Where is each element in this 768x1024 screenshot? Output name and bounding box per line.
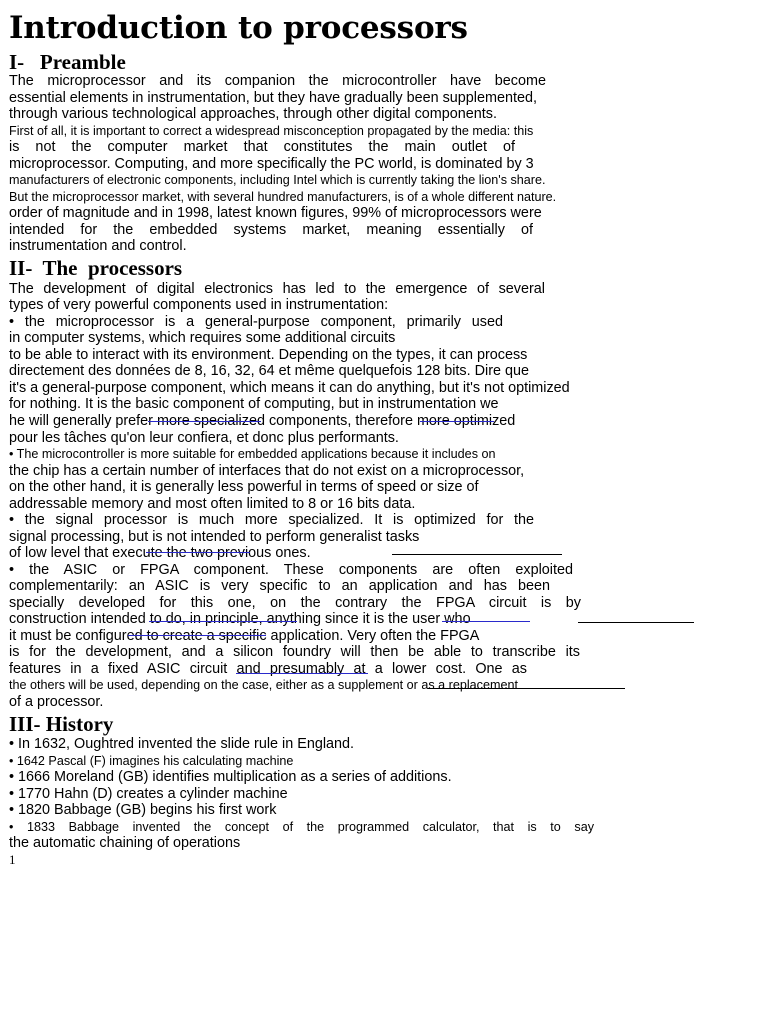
paragraph-line: directement des données de 8, 16, 32, 64 et même quelquefois 128 bits. Dire que [9,363,529,379]
section-heading-preamble: I- Preamble [9,50,126,74]
annotation-strike [128,635,266,636]
paragraph-line: in computer systems, which requires some additional circuits [9,330,396,346]
paragraph-line: The microprocessor and its companion the microcontroller have become [9,73,546,89]
annotation-strike [442,621,530,622]
paragraph-line: First of all, it is important to correct a widespread misconception propagated by the media: this [9,124,534,138]
list-item: • 1666 Moreland (GB) identifies multiplication as a series of additions. [9,769,452,785]
paragraph-line: the chip has a certain number of interfaces that do not exist on a microprocessor, [9,463,525,479]
paragraph-line: on the other hand, it is generally less powerful in terms of speed or size of [9,479,479,495]
paragraph-line: essential elements in instrumentation, but they have gradually been supplemented, [9,90,537,106]
paragraph-line: the others will be used, depending on the case, either as a supplement or as a replacement [9,678,518,692]
annotation-strike [149,621,297,622]
paragraph-line: he will generally prefer more specialized components, therefore more optimized [9,413,516,429]
paragraph-line: through various technological approaches, through other digital components. [9,106,497,122]
list-item: • 1833 Babbage invented the concept of the programmed calculator, that is to say [9,820,594,834]
document-title: Introduction to processors [9,10,468,46]
paragraph-line: types of very powerful components used in instrumentation: [9,297,389,313]
paragraph-line: features in a fixed ASIC circuit and presumably at a lower cost. One as [9,661,527,677]
annotation-line [578,622,694,623]
paragraph-line: microprocessor. Computing, and more specifically the PC world, is dominated by 3 [9,156,534,172]
annotation-strike [236,673,368,674]
paragraph-line: specially developed for this one, on the contrary the FPGA circuit is by [9,595,581,611]
paragraph-line: is for the development, and a silicon foundry will then be able to transcribe its [9,644,580,660]
paragraph-line: complementarily: an ASIC is very specific to an application and has been [9,578,550,594]
list-item: • the microprocessor is a general-purpose component, primarily used [9,314,503,330]
list-item: • 1642 Pascal (F) imagines his calculating machine [9,754,294,768]
paragraph-line: it's a general-purpose component, which means it can do anything, but it's not optimized [9,380,570,396]
list-item: • the signal processor is much more specialized. It is optimized for the [9,512,534,528]
paragraph-line: construction intended to do, in principle, anything since it is the user who [9,611,471,627]
paragraph-line: is not the computer market that constitutes the main outlet of [9,139,515,155]
paragraph-line: signal processing, but is not intended to perform generalist tasks [9,529,420,545]
list-item: • In 1632, Oughtred invented the slide rule in England. [9,736,355,752]
paragraph-line: of low level that execute the two previous ones. [9,545,311,561]
annotation-line [392,554,562,555]
paragraph-line: manufacturers of electronic components, including Intel which is currently taking the lion's share. [9,173,546,187]
paragraph-line: for nothing. It is the basic component of computing, but in instrumentation we [9,396,499,412]
annotation-strike [148,421,261,422]
paragraph-line: addressable memory and most often limited to 8 or 16 bits data. [9,496,416,512]
section-heading-processors: II- The processors [9,256,183,280]
page-number: 1 [9,852,16,867]
paragraph-line: to be able to interact with its environment. Depending on the types, it can process [9,347,528,363]
section-heading-history: III- History [9,712,114,736]
annotation-line [428,688,625,689]
paragraph-line: the automatic chaining of operations [9,835,241,851]
list-item: • The microcontroller is more suitable for embedded applications because it includes on [9,447,496,461]
list-item: • the ASIC or FPGA component. These components are often exploited [9,562,573,578]
paragraph-line: order of magnitude and in 1998, latest known figures, 99% of microprocessors were [9,205,542,221]
list-item: • 1820 Babbage (GB) begins his first work [9,802,277,818]
paragraph-line: it must be configured to create a specific application. Very often the FPGA [9,628,480,644]
paragraph-line: pour les tâches qu'on leur confiera, et donc plus performants. [9,430,399,446]
annotation-strike [146,552,250,553]
paragraph-line: But the microprocessor market, with several hundred manufacturers, is of a whole different nature. [9,190,557,204]
paragraph-line: instrumentation and control. [9,238,187,254]
paragraph-line: of a processor. [9,694,104,710]
list-item: • 1770 Hahn (D) creates a cylinder machine [9,786,288,802]
annotation-strike [420,421,494,422]
paragraph-line: The development of digital electronics has led to the emergence of several [9,281,545,297]
paragraph-line: intended for the embedded systems market, meaning essentially of [9,222,533,238]
